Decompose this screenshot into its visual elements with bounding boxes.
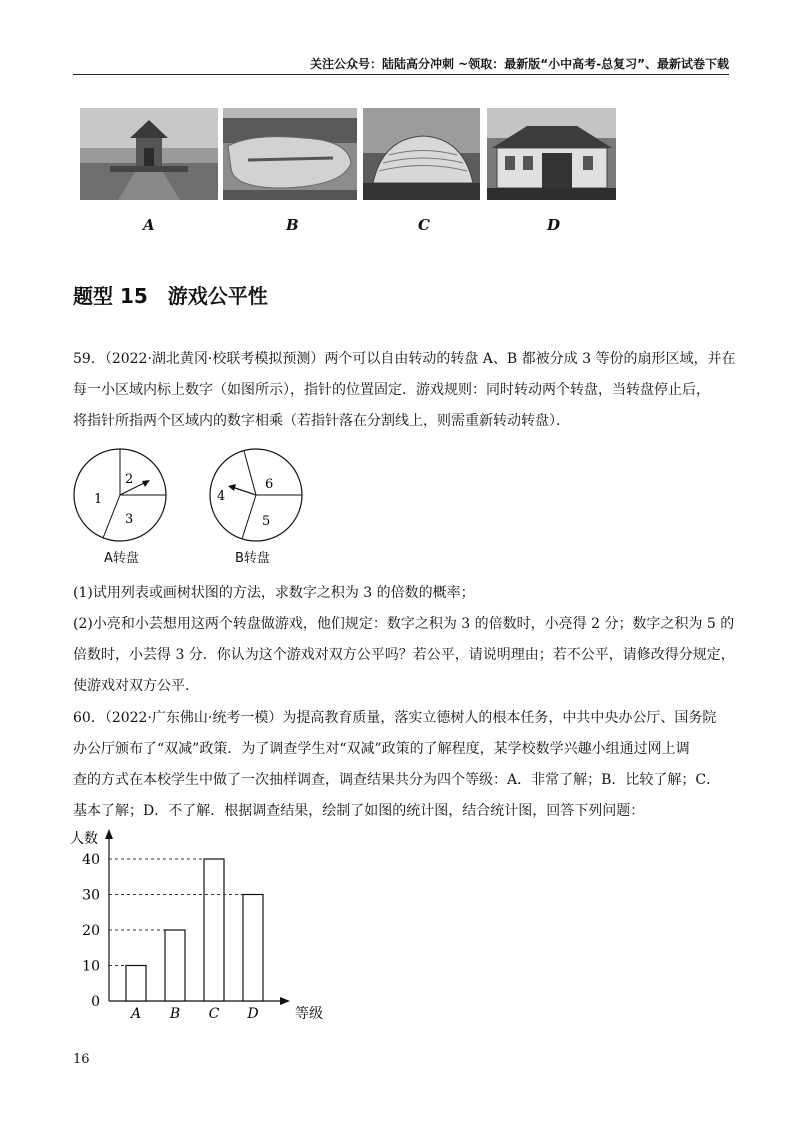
carved-stone-photo-icon <box>223 108 357 200</box>
q59-line-2: 每一小区域内标上数字（如图所示），指针的位置固定．游戏规则：同时转动两个转盘，当转盘停止后， <box>73 382 710 398</box>
pavilion-photo-icon <box>80 108 218 200</box>
photo-b <box>223 108 357 200</box>
q60-line-4: 基本了解；D．不了解．根据调查结果，绘制了如图的统计图，结合统计图，回答下列问题： <box>73 803 645 819</box>
bar-b <box>165 930 185 1001</box>
photo-label-a: A <box>143 216 155 234</box>
page-header <box>73 56 729 75</box>
bar-d <box>243 895 263 1002</box>
bar-c <box>204 859 224 1001</box>
x-tick-label: A <box>130 1006 142 1022</box>
spinner-b <box>210 449 302 541</box>
q60-line-3: 查的方式在本校学生中做了一次抽样调查，调查结果共分为四个等级：A．非常了解；B．比较了解；C． <box>73 772 721 788</box>
q59-part-1: (1)试用列表或画树状图的方法，求数字之积为 3 的倍数的概率； <box>73 585 475 601</box>
spinners-figure <box>70 445 320 555</box>
y-axis-arrow-icon <box>105 829 113 839</box>
x-axis-arrow-icon <box>280 997 290 1005</box>
photo-a <box>80 108 218 200</box>
photo-d <box>487 108 616 200</box>
x-tick-label: D <box>247 1006 259 1022</box>
q59-line-1: 59．（2022·湖北黄冈·校联考模拟预测）两个可以自由转动的转盘 A、B 都被分成 3 等份的扇形区域，并在 <box>73 351 736 367</box>
spinner-a-label: A转盘 <box>104 551 139 566</box>
spinner-b-number-5: 5 <box>262 514 271 529</box>
spinner-a-number-1: 1 <box>94 492 103 507</box>
q60-line-1: 60．（2022·广东佛山·统考一模）为提高教育质量，落实立德树人的根本任务，中共中央办公厅、国务院 <box>73 710 717 726</box>
chart-ylabel: 人数 <box>70 831 98 847</box>
bar-a <box>126 966 146 1002</box>
q59-line-3: 将指针所指两个区域内的数字相乘（若指针落在分割线上，则需重新转动转盘）． <box>73 413 570 429</box>
section-title: 题型 15 游戏公平性 <box>73 284 268 308</box>
y-tick-label: 40 <box>82 852 100 868</box>
spinner-b-pointer <box>232 487 256 495</box>
spinner-a-number-2: 2 <box>125 472 134 487</box>
spinner-a-number-3: 3 <box>125 512 134 527</box>
photo-label-b: B <box>286 216 299 234</box>
question-60-text <box>73 703 733 827</box>
q59-part-2-line-3: 使游戏对双方公平． <box>73 678 199 694</box>
y-tick-label: 30 <box>82 887 100 904</box>
spinner-a <box>74 449 166 541</box>
header-text: 关注公众号：陆陆高分冲刺 ~领取：最新版“小中高考-总复习”、最新试卷下载 <box>310 57 729 71</box>
y-tick-label: 20 <box>82 923 100 939</box>
question-59-text <box>73 344 736 437</box>
q59-part-2-line-2: 倍数时，小芸得 3 分．你认为这个游戏对双方公平吗？若公平，请说明理由；若不公平，请修改得分规定， <box>73 647 735 663</box>
dome-building-photo-icon <box>363 108 480 200</box>
y-tick-label: 10 <box>82 958 100 975</box>
x-tick-label: C <box>208 1006 220 1022</box>
q60-line-2: 办公厅颁布了“双减”政策．为了调查学生对“双减”政策的了解程度，某学校数学兴趣小组通过网上调 <box>73 741 690 757</box>
chart-xlabel: 等级 <box>295 1006 323 1022</box>
arrow-icon <box>228 484 236 491</box>
x-tick-label: B <box>169 1006 181 1022</box>
photo-label-d: D <box>547 216 561 234</box>
page-number: 16 <box>73 1052 90 1067</box>
q59-part-2-line-1: (2)小亮和小芸想用这两个转盘做游戏，他们规定：数字之积为 3 的倍数时，小亮得 2 分；数字之积为 5 的 <box>73 616 735 632</box>
photo-label-c: C <box>418 216 430 234</box>
spinner-b-number-6: 6 <box>265 477 274 492</box>
bar-chart <box>70 825 340 1025</box>
y-tick-label: 0 <box>91 994 100 1010</box>
spinner-b-number-4: 4 <box>217 489 226 504</box>
question-59-parts <box>73 578 733 702</box>
spinner-b-label: B转盘 <box>235 551 270 566</box>
photo-c <box>363 108 480 200</box>
palace-building-photo-icon <box>487 108 616 200</box>
